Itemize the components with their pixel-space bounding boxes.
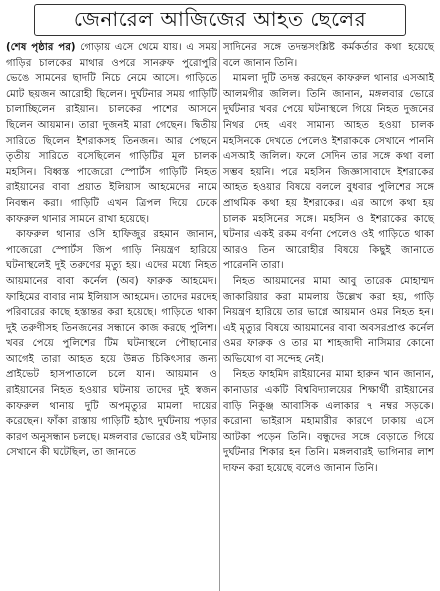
- column-divider: [219, 40, 220, 591]
- right-paragraph-4: নিহত ফাহমিদ রাইয়ানের মামা হারুন খান জানান, কানাডার একটি বিশ্ববিদ্যালয়ের শিক্ষার্থী রাইয়ানের বাড়ি নিকুঞ্জ আবাসিক এলাকার ৭ নম্বর সড়কে। করোনা ভাইরাস মহামারীর কারণে ঢাকায় এসে আটকা পড়েন তিনি। বন্ধুদের সঙ্গে বেড়াতে গিয়ে দুর্ঘটনার শিকার হন তিনি। মঙ্গলবারই ভাগিনার লাশ দাফন করা হয়েছে বলেও জানান তিনি।: [223, 369, 434, 475]
- left-paragraph-2: কাফরুল থানার ওসি হাফিজুর রহমান জানান, পাজেরো স্পোর্টস জিপ গাড়ি নিয়ন্ত্রণ হারিয়ে ঘটনাস্থলেই দুই তরুণের মৃত্যু হয়। এদের মধ্যে নিহত আয়মানের বাবা কর্নেল (অব) ফারুক আহমেদ। ফাহিমের বাবার নাম ইলিয়াস আহমেদ। তাদের মরদেহ পরিবারের কাছে হস্তান্তর করা হয়েছে। গাড়িতে থাকা দুই তরুণীসহ তিনজনের সন্ধানে কাজ করছে পুলিশ। খবর পেয়ে পুলিশের টিম ঘটনাস্থলে পৌছানোর আগেই তারা আহত হয়ে উন্নত চিকিৎসার জন্য প্রাইভেট হাসপাতালে চলে যান। আয়মান ও রাইয়ানের নিহত হওয়ার ঘটনায় তাদের দুই স্বজন কাফরুল থানায় দুটি অপমৃত্যুর মামলা দায়ের করেছেন। ফাঁকা রাস্তায় গাড়িটি হঠাৎ দুর্ঘটনায় পড়ার কারণ অনুসন্ধান চলছে। মঙ্গলবার ভোরের ওই ঘটনায় সেখানে কী ঘটেছিল, তা জানতে: [6, 229, 217, 459]
- left-paragraph-1-text: গোড়ায় এসে থেমে যায়। এ সময় গাড়ির চালকের মাথার ওপরে সানরুফ পুরোপুরি ভেঙে সামনের ছাদটি নিচে নেমে আসে। গাড়িতে মোট ছয়জন আরোহী ছিলেন। দুর্ঘটনার সময় গাড়িটি চালাচ্ছিলেন রাইয়ান। চালকের পাশের আসনে ছিলেন আয়মান। তারা দুজনই মারা গেছেন। দ্বিতীয় সারিতে ছিলেন ইশরাকসহ তিনজন। আর পেছনে তৃতীয় সারিতে বসেছিলেন গাড়িটির মূল চালক মহসিন। বিধ্বস্ত পাজেরো স্পোর্টস গাড়িটি নিহত রাইয়ানের বাবা প্রয়াত ইলিয়াস আহমেদের নামে নিবন্ধন করা। গাড়িটি এখন ত্রিপল দিয়ে ঢেকে কাফরুল থানার সামনে রাখা হয়েছে।: [6, 42, 217, 225]
- left-paragraph-1: [6, 40, 217, 227]
- headline-box: [34, 4, 406, 36]
- right-column: [223, 40, 434, 477]
- continued-tag: (শেষ পৃষ্ঠার পর): [6, 42, 76, 53]
- article-body: [6, 40, 434, 477]
- left-column: [6, 40, 217, 477]
- right-paragraph-2: মামলা দুটি তদন্ত করছেন কাফরুল থানার এসআই আলমগীর জলিল। তিনি জানান, মঙ্গলবার ভোরে দুর্ঘটনার খবর পেয়ে ঘটনাস্থলে গিয়ে নিহত দুজনের নিথর দেহ এবং সামান্য আহত হওয়া চালক মহসিনকে দেখতে পেলেও ইশরাককে সেখানে পাননি এসআই জলিল। ফলে সেদিন তার সঙ্গে কথা বলা সম্ভব হয়নি। পরে মহসিন জিজ্ঞাসাবাদে ইশরাকের আহত হওয়ার বিষয়ে বললে বুধবার পুলিশের সঙ্গে প্রাথমিক কথা হয় ইশরাকের। এর আগে কথা হয় চালক মহসিনের সঙ্গে। মহসিন ও ইশরাকের কাছে ঘটনার একই রকম বর্ণনা পেলেও ওই গাড়িতে থাকা আরও তিন আরোহীর বিষয়ে কিছুই জানাতে পারেননি তারা।: [223, 73, 434, 272]
- right-paragraph-3: নিহত আয়মানের মামা আবু তারেক মোহাম্মদ জাকারিয়ার করা মামলায় উল্লেখ করা হয়, গাড়ি নিয়ন্ত্রণ হারিয়ে তার ভাগ্নে আয়মান ওমর নিহত হন। এই মৃত্যুর বিষয়ে আয়মানের বাবা অবসরপ্রাপ্ত কর্নেল ওমর ফারুক ও তার মা শাহজাদী নাসিমার কোনো অভিযোগ বা সন্দেহ নেই।: [223, 275, 434, 365]
- headline: জেনারেল আজিজের আহত ছেলের: [73, 7, 367, 31]
- right-paragraph-1: সাদিনের সঙ্গে তদন্তসংশ্লিষ্ট কর্মকর্তার কথা হয়েছে বলে জানান তিনি।: [223, 42, 434, 69]
